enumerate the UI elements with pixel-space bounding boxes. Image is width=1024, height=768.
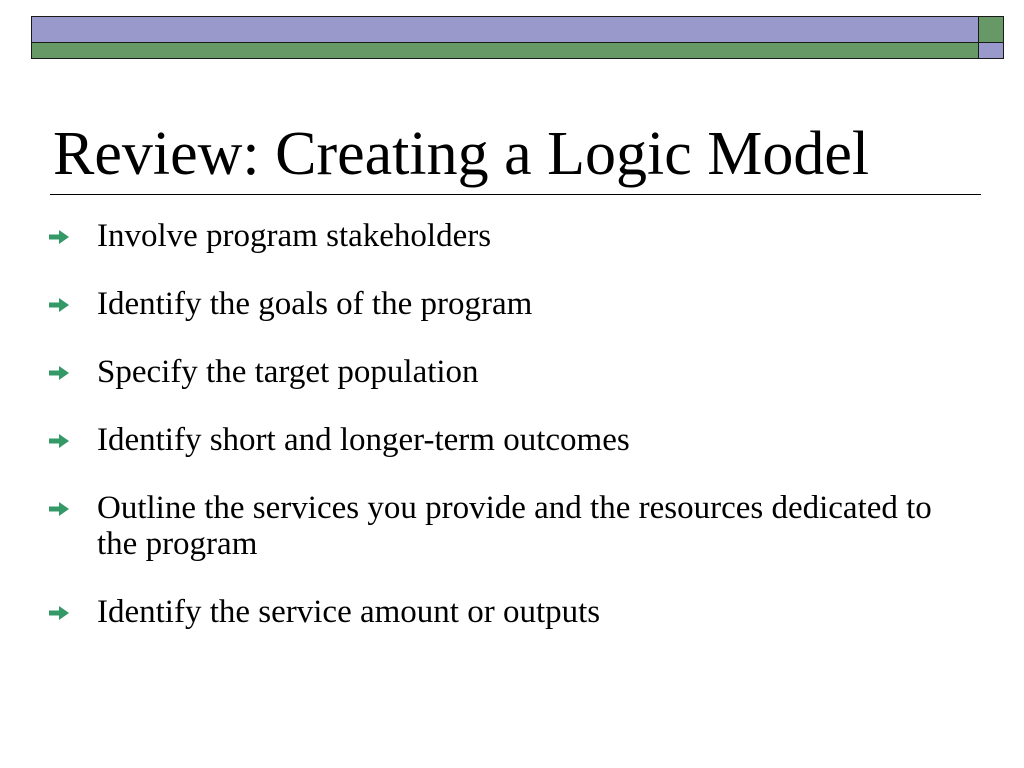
arrow-right-icon: [47, 501, 71, 517]
arrow-right-icon: [47, 297, 71, 313]
header-square-green: [978, 16, 1004, 43]
header-bar-blue: [31, 16, 979, 43]
bullet-item: [0, 422, 1024, 458]
arrow-right-icon: [47, 605, 71, 621]
bullet-text: Specify the target population: [97, 354, 479, 390]
bullet-text: Identify the service amount or outputs: [97, 594, 601, 630]
bullet-item: [0, 286, 1024, 322]
bullet-text: Identify the goals of the program: [97, 286, 533, 322]
title-underline: [50, 194, 981, 195]
arrow-right-icon: [47, 229, 71, 245]
bullet-item: [0, 354, 1024, 390]
header-bar-green: [31, 42, 979, 59]
bullet-item: [0, 594, 1024, 630]
bullet-item: [0, 218, 1024, 254]
bullet-text: Involve program stakeholders: [97, 218, 492, 254]
bullet-list: [0, 210, 1024, 662]
bullet-text: Identify short and longer-term outcomes: [97, 422, 630, 458]
bullet-item: [0, 490, 1024, 562]
arrow-right-icon: [47, 433, 71, 449]
slide-title: Review: Creating a Logic Model: [53, 120, 870, 188]
arrow-right-icon: [47, 365, 71, 381]
bullet-text: Outline the services you provide and the resources dedicated to the program: [97, 490, 932, 562]
header-square-blue: [978, 42, 1004, 59]
